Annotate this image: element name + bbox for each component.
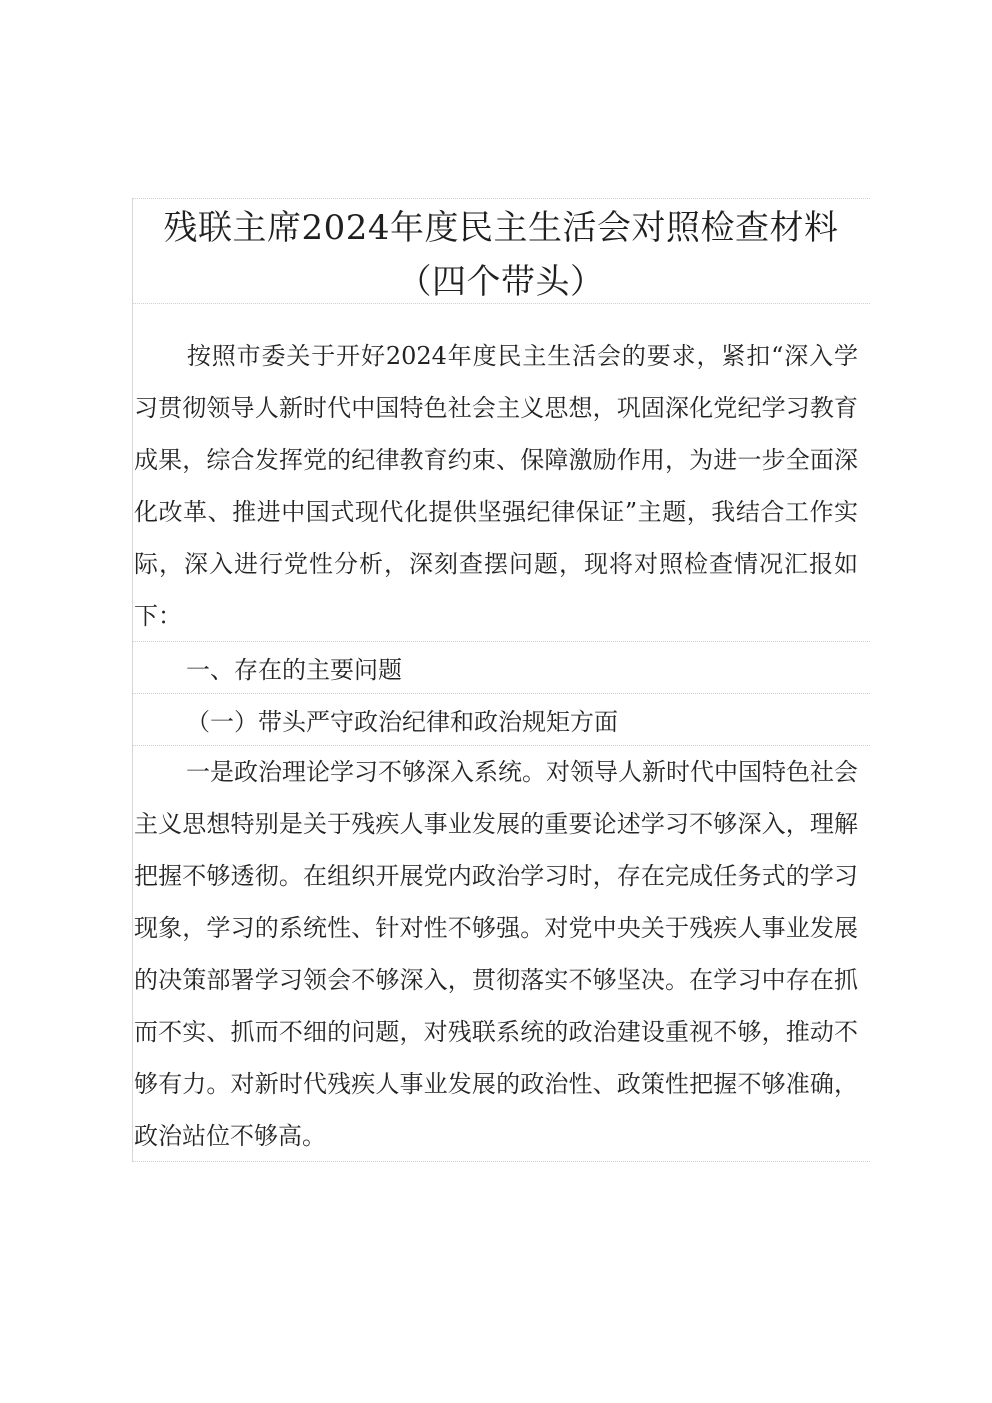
intro-text: 按照市委关于开好2024年度民主生活会的要求，紧扣“深入学习贯彻领导人新时代中国特色社会主义思想，巩固深化党纪学习教育成果，综合发挥党的纪律教育约束、保障激励作用，为进一步全面深化改革、推进中国式现代化提供坚强纪律保证”主题，我结合工作实际，深入进行党性分析，深刻查摆问题，现将对照检查情况汇报如下： (134, 342, 858, 630)
body-text: 一是政治理论学习不够深入系统。对领导人新时代中国特色社会主义思想特别是关于残疾人事业发展的重要论述学习不够深入，理解把握不够透彻。在组织开展党内政治学习时，存在完成任务式的学习现象，学习的系统性、针对性不够强。对党中央关于残疾人事业发展的决策部署学习领会不够深入，贯彻落实不够坚决。在学习中存在抓而不实、抓而不细的问题，对残联系统的政治建设重视不够，推动不够有力。对新时代残疾人事业发展的政治性、政策性把握不够准确，政治站位不够高。 (134, 758, 858, 1150)
intro-paragraph (134, 330, 858, 642)
rule-line (132, 303, 870, 304)
document-title: 残联主席2024年度民主生活会对照检查材料 (163, 208, 839, 248)
body-paragraph (134, 746, 858, 1162)
rule-line (132, 198, 870, 199)
rule-line (132, 641, 870, 642)
subsection-heading: （一）带头严守政治纪律和政治规矩方面 (186, 708, 618, 736)
document-subtitle: （四个带头） (397, 262, 605, 302)
rule-line (132, 1161, 870, 1162)
section-heading: 一、存在的主要问题 (186, 656, 402, 684)
rule-line (132, 693, 870, 694)
